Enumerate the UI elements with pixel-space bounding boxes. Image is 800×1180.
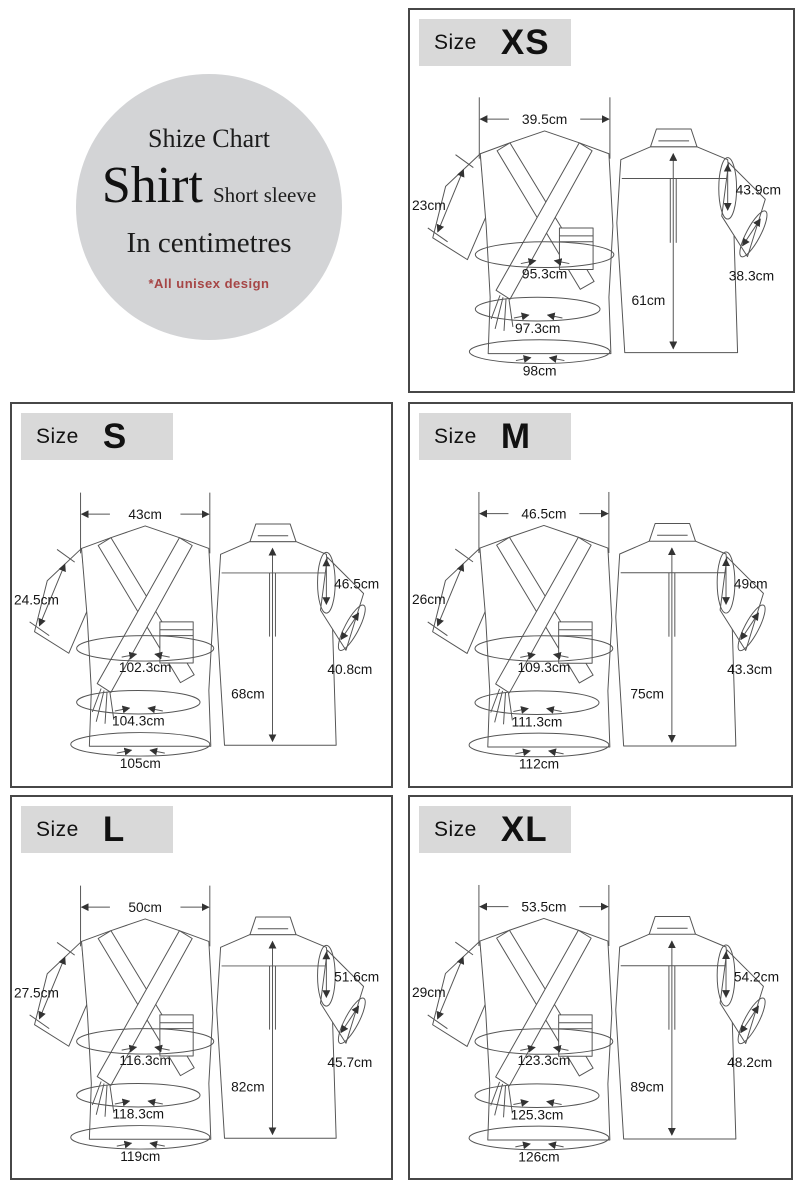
size-panel-xs [408,8,795,393]
shirt-measurement-diagram [410,450,791,784]
chest-label: 109.3cm [517,660,571,676]
back-collar [250,917,296,935]
back-collar [650,129,697,147]
shoulder-width-label: 39.5cm [521,111,568,128]
chest-pocket [559,228,593,270]
product-subtitle: Short sleeve [212,182,317,207]
body-length-label: 82cm [231,1079,265,1095]
waist-label: 104.3cm [112,713,165,729]
chest-pocket [160,622,193,663]
waist-label: 97.3cm [514,319,561,336]
chest-label: 102.3cm [118,659,172,675]
hem-label: 105cm [119,755,161,771]
size-letter: L [102,809,126,849]
hem-label: 126cm [518,1149,560,1165]
shirt-measurement-diagram [12,843,391,1177]
drawing-area [410,843,791,1177]
chest-pocket [160,1015,193,1056]
body-length-label: 89cm [630,1079,664,1095]
size-panel-m [408,402,793,788]
unit-note: In centimetres [126,226,292,259]
shirt-measurement-diagram [12,450,391,784]
shirt-back-view [217,917,373,1138]
shirt-measurement-diagram [410,843,791,1177]
size-panel-xl [408,795,793,1180]
size-panel-s [10,402,393,788]
size-panel-l [10,795,393,1180]
armhole-label: 54.2cm [733,969,780,985]
armhole-label: 43.9cm [735,181,782,198]
intro-badge [76,74,342,340]
waist-label: 118.3cm [112,1106,165,1122]
hem-label: 119cm [120,1148,161,1164]
chest-label: 123.3cm [517,1053,571,1069]
size-word: Size [434,424,477,448]
shoulder-width-label: 50cm [128,900,162,916]
armhole-label: 49cm [733,576,768,592]
sleeve-opening-label: 43.3cm [727,662,773,678]
chest-pocket [559,622,592,663]
chest-label: 116.3cm [119,1052,171,1068]
chest-label: 95.3cm [521,265,568,282]
body-length-label: 61cm [631,292,666,309]
unisex-footnote: *All unisex design [148,275,270,291]
waist-label: 125.3cm [510,1107,564,1123]
back-collar [250,524,296,542]
shoulder-width-label: 46.5cm [521,506,567,522]
back-collar [649,916,695,934]
badge-title: Shize Chart [147,123,271,153]
drawing-area [410,56,793,390]
sleeve-length-label: 24.5cm [13,592,59,608]
size-word: Size [36,817,79,841]
shirt-back-view [617,129,775,353]
shirt-back-view [217,524,373,745]
sleeve-opening-label: 48.2cm [727,1055,773,1071]
sleeve-length-label: 26cm [411,592,446,608]
hem-label: 98cm [522,362,557,379]
hem-label: 112cm [518,756,560,772]
drawing-area [12,843,391,1177]
armhole-label: 51.6cm [334,969,380,985]
size-letter: M [500,416,532,456]
back-collar [649,523,695,541]
sleeve-length-label: 23cm [411,197,446,214]
drawing-area [410,450,791,784]
size-letter: XS [500,22,550,62]
sleeve-length-label: 27.5cm [13,985,59,1001]
size-word: Size [434,30,477,54]
body-length-label: 68cm [231,686,265,702]
sleeve-opening-label: 45.7cm [327,1054,373,1070]
product-name: Shirt [101,156,203,214]
size-letter: XL [500,809,548,849]
shoulder-width-label: 43cm [128,507,162,523]
armhole-label: 46.5cm [334,576,380,592]
sleeve-opening-label: 40.8cm [327,661,373,677]
shoulder-width-label: 53.5cm [521,899,567,915]
size-letter: S [102,416,128,456]
shirt-back-view [616,523,773,745]
drawing-area [12,450,391,784]
chest-pocket [559,1015,592,1056]
body-length-label: 75cm [630,686,664,702]
sleeve-length-label: 29cm [411,985,446,1001]
shirt-measurement-diagram [410,56,793,390]
shirt-back-view [616,916,773,1138]
sleeve-opening-label: 38.3cm [728,267,775,284]
size-word: Size [36,424,79,448]
waist-label: 111.3cm [511,714,563,730]
size-word: Size [434,817,477,841]
